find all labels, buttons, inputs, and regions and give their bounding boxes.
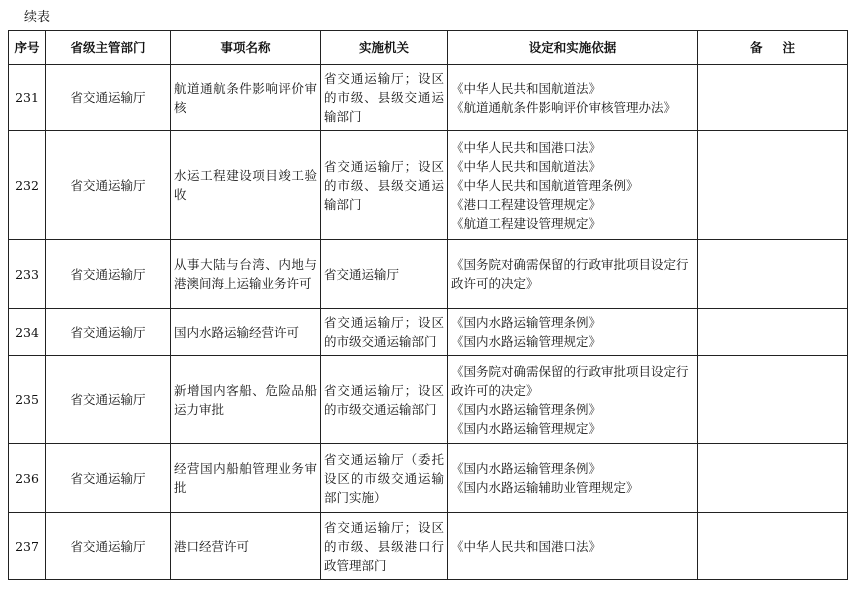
legal-basis-line: 《国内水路运输辅助业管理规定》 xyxy=(451,480,639,495)
row-number: 232 xyxy=(9,131,46,240)
table-caption: 续表 xyxy=(24,10,51,25)
row-implementing-agency xyxy=(321,131,448,240)
table-row xyxy=(9,131,848,240)
header-dept: 省级主管部门 xyxy=(46,31,171,65)
row-number: 237 xyxy=(9,513,46,580)
row-item-name xyxy=(171,131,321,240)
agency-text: 省交通运输厅；设区的市级、县级交通运输部门 xyxy=(324,158,444,212)
agency-text: 省交通运输厅；设区的市级交通运输部门 xyxy=(324,315,444,349)
row-remark xyxy=(698,131,848,240)
row-implementing-agency xyxy=(321,513,448,580)
legal-basis-line: 《航道通航条件影响评价审核管理办法》 xyxy=(451,99,677,115)
row-implementing-agency xyxy=(321,356,448,444)
legal-basis-line: 《国内水路运输管理条例》 xyxy=(451,461,602,476)
item-name-text: 从事大陆与台湾、内地与港澳间海上运输业务许可 xyxy=(174,257,317,291)
table-row xyxy=(9,444,848,513)
row-item-name xyxy=(171,444,321,513)
item-name-text: 水运工程建设项目竣工验收 xyxy=(174,168,317,202)
row-remark xyxy=(698,513,848,580)
row-remark xyxy=(698,356,848,444)
approval-items-table xyxy=(8,30,848,580)
row-item-name xyxy=(171,513,321,580)
row-remark xyxy=(698,309,848,356)
row-item-name xyxy=(171,309,321,356)
legal-basis-line: 《港口工程建设管理规定》 xyxy=(451,196,602,212)
row-number: 235 xyxy=(9,356,46,444)
row-number: 236 xyxy=(9,444,46,513)
item-name-text: 经营国内船舶管理业务审批 xyxy=(174,461,317,495)
row-implementing-agency xyxy=(321,240,448,309)
legal-basis-line: 《国内水路运输管理规定》 xyxy=(451,420,602,436)
legal-basis-line: 《中华人民共和国航道法》 xyxy=(451,80,602,96)
row-department: 省交通运输厅 xyxy=(46,444,171,513)
agency-text: 省交通运输厅；设区的市级、县级交通运输部门 xyxy=(324,71,444,124)
row-item-name xyxy=(171,356,321,444)
header-org: 实施机关 xyxy=(321,31,448,65)
row-implementing-agency xyxy=(321,444,448,513)
table-row xyxy=(9,65,848,131)
legal-basis-line: 《国内水路运输管理条例》 xyxy=(451,315,602,330)
legal-basis-line: 《中华人民共和国航道管理条例》 xyxy=(451,177,639,193)
header-item: 事项名称 xyxy=(171,31,321,65)
row-remark xyxy=(698,444,848,513)
table-row xyxy=(9,309,848,356)
agency-text: 省交通运输厅；设区的市级交通运输部门 xyxy=(324,382,444,417)
table-row xyxy=(9,356,848,444)
table-row xyxy=(9,513,848,580)
row-item-name xyxy=(171,65,321,131)
row-legal-basis xyxy=(448,356,698,444)
row-legal-basis xyxy=(448,444,698,513)
row-legal-basis xyxy=(448,240,698,309)
row-department: 省交通运输厅 xyxy=(46,309,171,356)
row-department: 省交通运输厅 xyxy=(46,356,171,444)
row-remark xyxy=(698,65,848,131)
table-header-row xyxy=(9,31,848,65)
agency-text: 省交通运输厅 xyxy=(324,266,400,282)
row-number: 234 xyxy=(9,309,46,356)
legal-basis-line: 《航道工程建设管理规定》 xyxy=(451,215,602,231)
row-implementing-agency xyxy=(321,309,448,356)
agency-text: 省交通运输厅；设区的市级、县级港口行政管理部门 xyxy=(324,519,444,573)
row-department: 省交通运输厅 xyxy=(46,513,171,580)
legal-basis-line: 《中华人民共和国港口法》 xyxy=(451,538,602,554)
row-implementing-agency xyxy=(321,65,448,131)
row-remark xyxy=(698,240,848,309)
row-item-name xyxy=(171,240,321,309)
legal-basis-line: 《国内水路运输管理条例》 xyxy=(451,401,602,417)
header-basis: 设定和实施依据 xyxy=(448,31,698,65)
item-name-text: 新增国内客船、危险品船运力审批 xyxy=(174,382,317,417)
row-number: 233 xyxy=(9,240,46,309)
row-number: 231 xyxy=(9,65,46,131)
row-department: 省交通运输厅 xyxy=(46,131,171,240)
item-name-text: 国内水路运输经营许可 xyxy=(174,324,300,340)
table-body xyxy=(9,65,848,580)
legal-basis-line: 《中华人民共和国航道法》 xyxy=(451,158,602,174)
legal-basis-line: 《国务院对确需保留的行政审批项目设定行政许可的决定》 xyxy=(451,363,689,398)
row-legal-basis xyxy=(448,65,698,131)
agency-text: 省交通运输厅（委托设区的市级交通运输部门实施） xyxy=(324,451,444,505)
legal-basis-line: 《中华人民共和国港口法》 xyxy=(451,139,602,155)
row-legal-basis xyxy=(448,513,698,580)
header-remark xyxy=(698,31,848,65)
item-name-text: 港口经营许可 xyxy=(174,538,250,554)
header-num: 序号 xyxy=(9,31,46,65)
row-department: 省交通运输厅 xyxy=(46,240,171,309)
row-legal-basis xyxy=(448,309,698,356)
table-row xyxy=(9,240,848,309)
legal-basis-line: 《国务院对确需保留的行政审批项目设定行政许可的决定》 xyxy=(451,257,689,291)
row-department: 省交通运输厅 xyxy=(46,65,171,131)
legal-basis-line: 《国内水路运输管理规定》 xyxy=(451,334,602,349)
item-name-text: 航道通航条件影响评价审核 xyxy=(174,80,317,115)
header-remark-text: 备注 xyxy=(749,40,815,55)
row-legal-basis xyxy=(448,131,698,240)
